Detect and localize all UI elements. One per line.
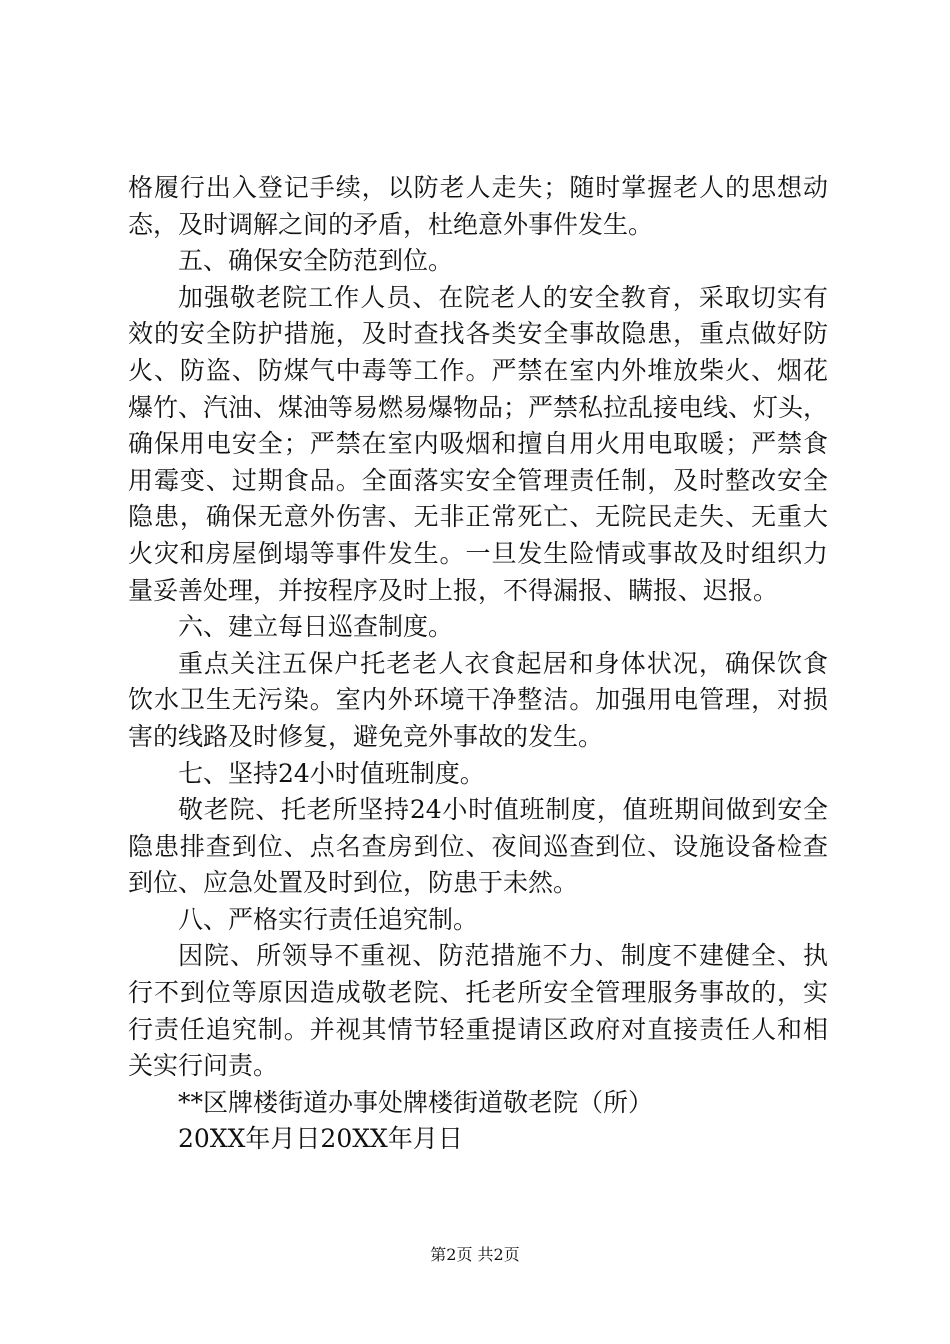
document-body xyxy=(128,170,828,1158)
signature-date: 20XX年月日20XX年月日 xyxy=(178,1124,463,1154)
section-heading: 八、严格实行责任追究制。 xyxy=(178,904,479,934)
section-heading: 六、建立每日巡查制度。 xyxy=(178,612,454,642)
paragraph-line: 重点关注五保户托老老人衣食起居和身体状况，确保饮食 xyxy=(178,648,828,678)
paragraph-line: 敬老院、托老所坚持24小时值班制度，值班期间做到安全 xyxy=(178,795,828,825)
paragraph-line: 火、防盗、防煤气中毒等工作。严禁在室内外堆放柴火、烟花 xyxy=(128,355,828,385)
paragraph-line: 效的安全防护措施，及时查找各类安全事故隐患，重点做好防 xyxy=(128,319,828,349)
paragraph-line: 加强敬老院工作人员、在院老人的安全教育，采取切实有 xyxy=(178,282,828,312)
page-number-footer: 第2页 共2页 xyxy=(430,1245,520,1264)
paragraph-line: 饮水卫生无污染。室内外环境干净整洁。加强用电管理，对损 xyxy=(128,685,828,715)
section-heading: 五、确保安全防范到位。 xyxy=(178,246,454,276)
paragraph-line: 爆竹、汽油、煤油等易燃易爆物品；严禁私拉乱接电线、灯头， xyxy=(128,392,829,422)
paragraph-line: 到位、应急处置及时到位，防患于未然。 xyxy=(128,868,579,898)
paragraph-line: 行不到位等原因造成敬老院、托老所安全管理服务事故的，实 xyxy=(128,978,828,1008)
paragraph-line: 关实行问责。 xyxy=(128,1051,279,1081)
paragraph-line: 态，及时调解之间的矛盾，杜绝意外事件发生。 xyxy=(128,209,654,239)
paragraph-line: 火灾和房屋倒塌等事件发生。一旦发生险情或事故及时组织力 xyxy=(128,538,828,568)
paragraph-line: 格履行出入登记手续，以防老人走失；随时掌握老人的思想动 xyxy=(128,173,828,202)
paragraph-line: 隐患排查到位、点名查房到位、夜间巡查到位、设施设备检查 xyxy=(128,831,828,861)
paragraph-line: 确保用电安全；严禁在室内吸烟和擅自用火用电取暖；严禁食 xyxy=(128,429,828,459)
paragraph-line: 量妥善处理，并按程序及时上报，不得漏报、瞒报、迟报。 xyxy=(128,575,779,605)
paragraph-line: 隐患，确保无意外伤害、无非正常死亡、无院民走失、无重大 xyxy=(128,502,828,532)
section-heading: 七、坚持24小时值班制度。 xyxy=(178,758,485,788)
paragraph-line: 因院、所领导不重视、防范措施不力、制度不建健全、执 xyxy=(178,941,828,971)
paragraph-line: 害的线路及时修复，避免竞外事故的发生。 xyxy=(128,721,604,751)
paragraph-line: 行责任追究制。并视其情节轻重提请区政府对直接责任人和相 xyxy=(128,1014,828,1044)
paragraph-line: 用霉变、过期食品。全面落实安全管理责任制，及时整改安全 xyxy=(128,465,828,495)
signature-organization: **区牌楼街道办事处牌楼街道敬老院（所） xyxy=(178,1087,654,1117)
